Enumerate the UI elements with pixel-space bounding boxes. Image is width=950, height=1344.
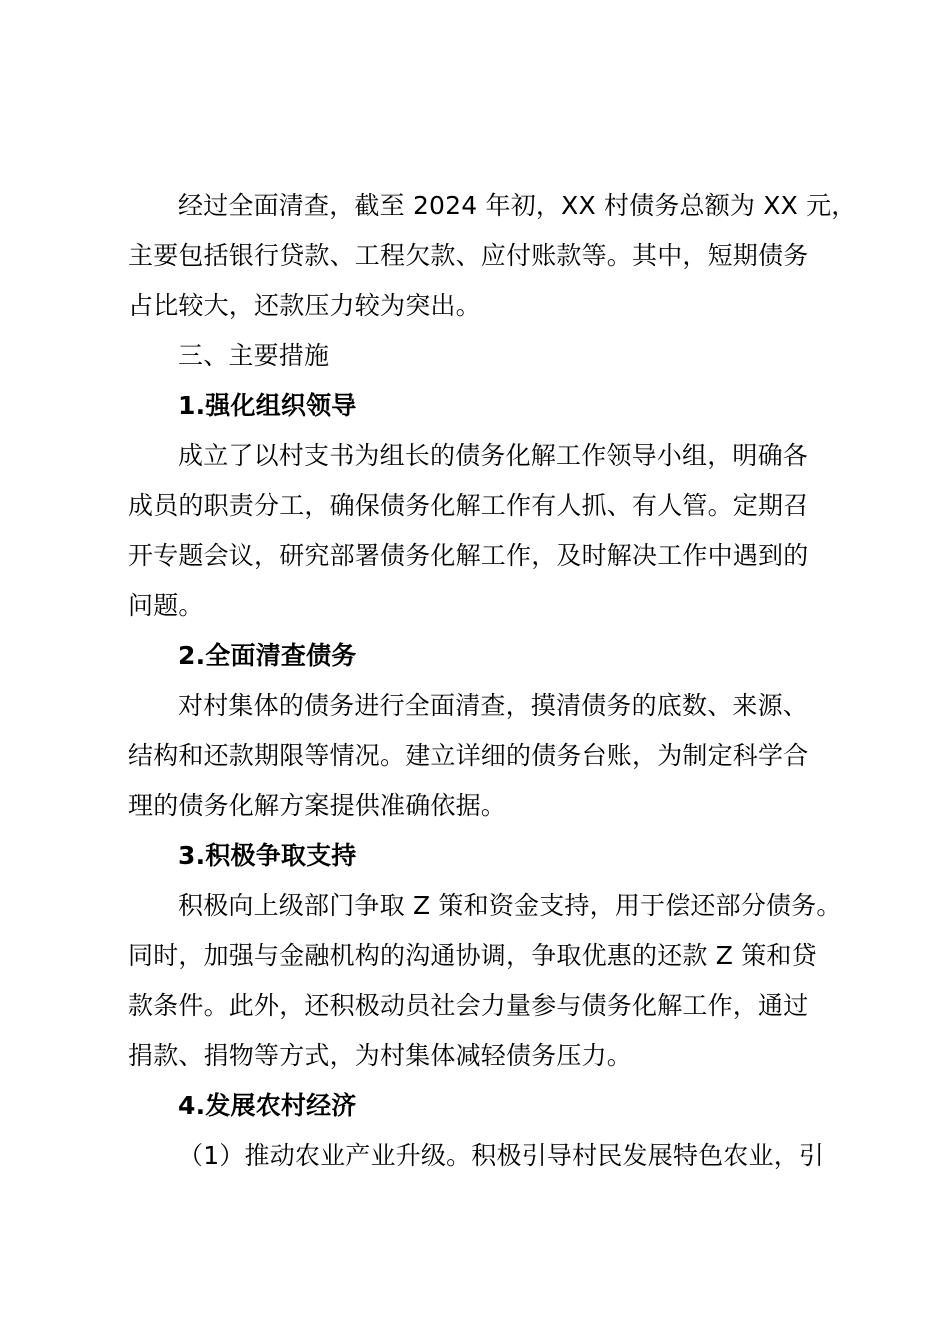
text-line: 理的债务化解方案提供准确依据。 [128,791,507,820]
measure-heading: 3.积极争取支持 [178,841,357,870]
measure-heading: 4.发展农村经济 [178,1091,357,1120]
text-line: 对村集体的债务进行全面清查，摸清债务的底数、来源、 [178,691,809,720]
text-line: 同时，加强与金融机构的沟通协调，争取优惠的还款 Z 策和贷 [128,941,817,970]
text-line: 款条件。此外，还积极动员社会力量参与债务化解工作，通过 [128,991,809,1020]
text-line: 主要包括银行贷款、工程欠款、应付账款等。其中，短期债务 [128,241,809,270]
text-line: 占比较大，还款压力较为突出。 [128,291,481,320]
text-line: 成立了以村支书为组长的债务化解工作领导小组，明确各 [178,441,809,470]
measure-heading: 2.全面清查债务 [178,641,357,670]
section-heading: 三、主要措施 [178,341,330,370]
text-line: 积极向上级部门争取 Z 策和资金支持，用于偿还部分债务。 [178,891,842,920]
text-line: 开专题会议，研究部署债务化解工作，及时解决工作中遇到的 [128,541,809,570]
text-line: 成员的职责分工，确保债务化解工作有人抓、有人管。定期召 [128,491,809,520]
text-line: 捐款、捐物等方式，为村集体减轻债务压力。 [128,1041,633,1070]
text-line: 问题。 [128,591,204,620]
measure-heading: 1.强化组织领导 [178,391,357,420]
text-line: 结构和还款期限等情况。建立详细的债务台账，为制定科学合 [128,741,809,770]
text-line: 经过全面清查，截至 2024 年初，XX 村债务总额为 XX 元， [178,191,857,220]
text-line: （1）推动农业产业升级。积极引导村民发展特色农业，引 [178,1141,825,1170]
